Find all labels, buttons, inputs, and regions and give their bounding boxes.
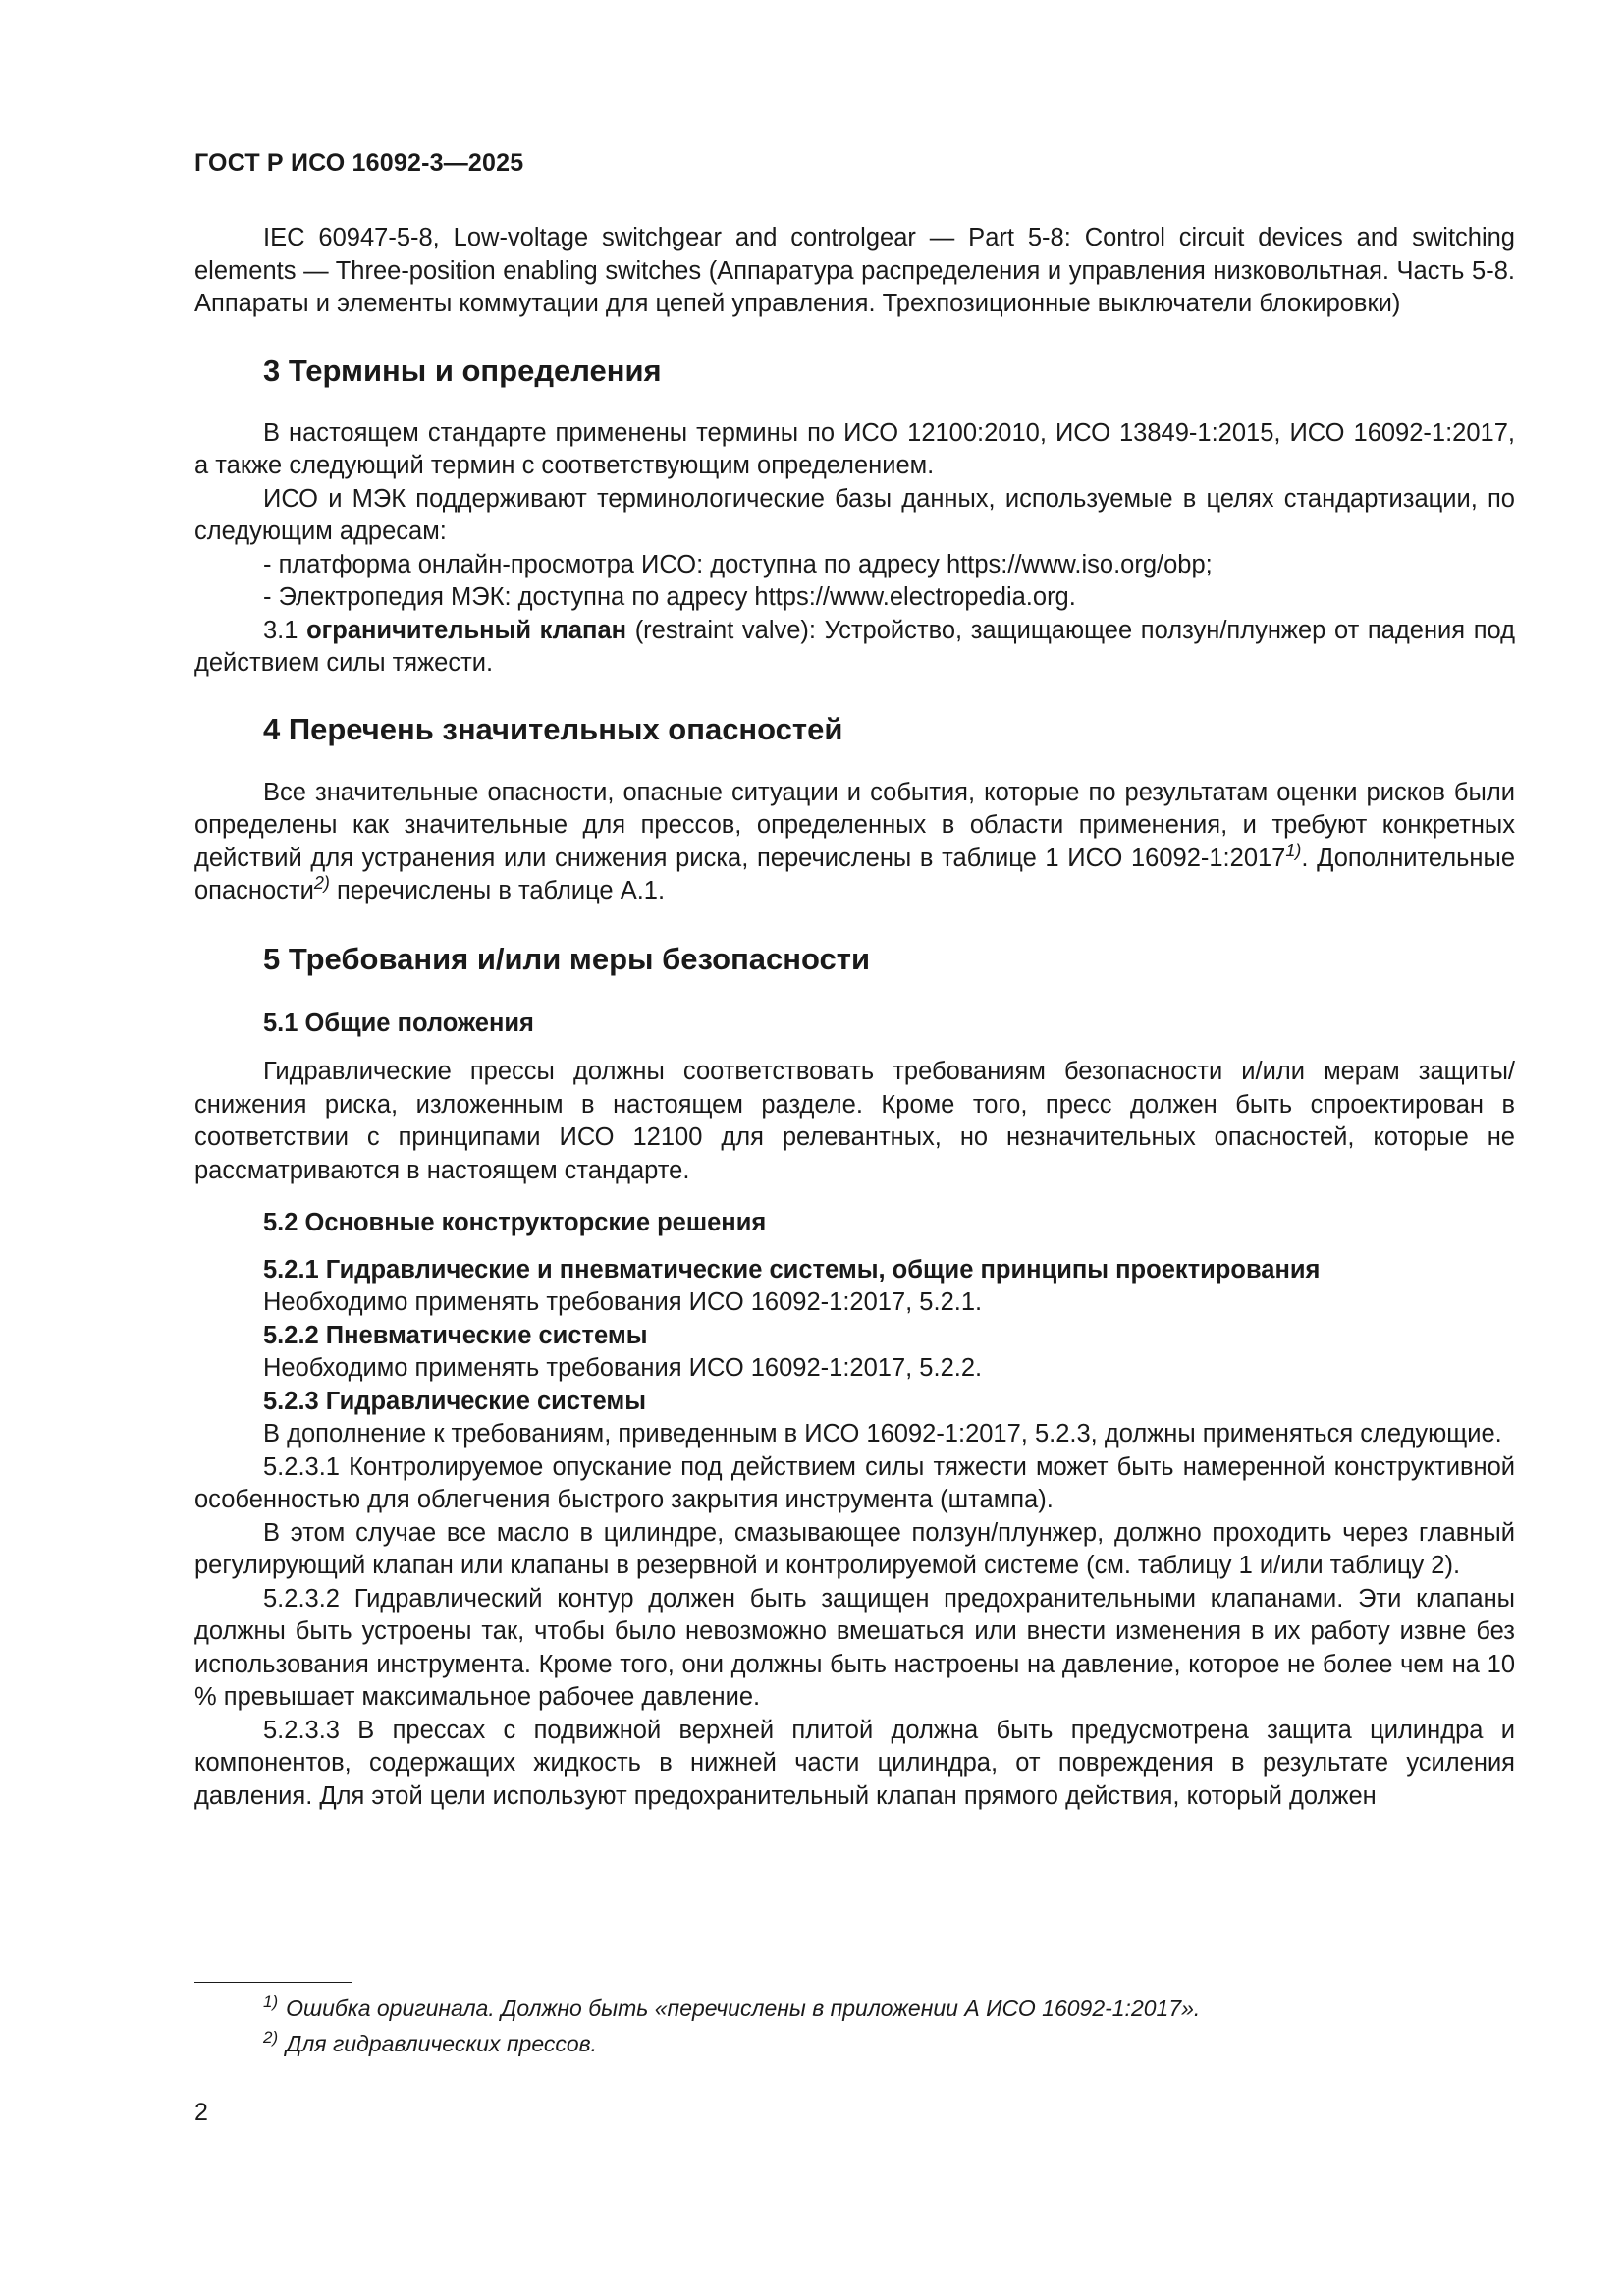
section-5-1-title: 5.1 Общие положения	[263, 1009, 534, 1037]
list-item-electropedia: - Электропедия МЭК: доступна по адресу https://www.electropedia.org.	[263, 583, 1076, 611]
footnotes	[263, 1991, 1515, 2061]
term-number: 3.1	[263, 616, 298, 644]
section-5-2-1-title: 5.2.1 Гидравлические и пневматические системы, общие принципы проектирования	[263, 1255, 1321, 1284]
footnote-1-text: Ошибка оригинала. Должно быть «перечислены в приложении А ИСО 16092-1:2017».	[286, 1995, 1201, 2021]
section-5-2-title: 5.2 Основные конструкторские решения	[263, 1209, 767, 1236]
reference-iec-60947-5-8: IEC 60947-5-8, Low-voltage switchgear and controlgear — Part 5-8: Control circuit devices and switching elements — Three-position enabling switches (Аппаратура распределения и управления низковольтная. Часть 5-8. Аппараты и элементы коммутации для цепей управления. Трехпозиционные выключатели блокировки)	[194, 224, 1515, 317]
footnote-1	[263, 1991, 1515, 2026]
section-4-title: 4 Перечень значительных опасностей	[263, 711, 843, 746]
list-item-iso-obp: - платформа онлайн-просмотра ИСО: доступна по адресу https://www.iso.org/obp;	[263, 550, 1213, 578]
clause-5-2-3-3: 5.2.3.3 В прессах с подвижной верхней плитой должна быть предусмотрена защита цилиндра и компонентов, содержащих жидкость в нижней части цилиндра, от повреждения в результате усиления давления. Для этой цели используют предохранительный клапан прямого действия, который должен	[194, 1716, 1515, 1810]
footnote-2	[263, 2026, 1515, 2061]
footnote-separator	[194, 1982, 352, 1983]
section-5-title: 5 Требования и/или меры безопасности	[263, 941, 871, 976]
footnote-ref-2: 2)	[313, 873, 330, 893]
section-5-2-1-paragraph: Необходимо применять требования ИСО 16092-1:2017, 5.2.1.	[263, 1288, 983, 1316]
main-content	[194, 222, 1515, 1813]
section-3-paragraph-2: ИСО и МЭК поддерживают терминологические базы данных, используемые в целях стандартизации, по следующим адресам:	[194, 484, 1515, 545]
section-5-2-3-paragraph: В дополнение к требованиям, приведенным в ИСО 16092-1:2017, 5.2.3, должны применяться следующие.	[263, 1420, 1502, 1448]
section-4-paragraph	[194, 777, 1515, 908]
term-name: ограничительный клапан	[306, 616, 627, 644]
section-3-title: 3 Термины и определения	[263, 353, 662, 388]
section-3-paragraph-1: В настоящем стандарте применены термины по ИСО 12100:2010, ИСО 13849-1:2015, ИСО 16092-1:2017, а также следующий термин с соответствующим определением.	[194, 418, 1515, 479]
running-header: ГОСТ Р ИСО 16092-3—2025	[194, 149, 524, 177]
section-5-2-2-paragraph: Необходимо применять требования ИСО 16092-1:2017, 5.2.2.	[263, 1354, 983, 1382]
section-4-text-a: Все значительные опасности, опасные ситуации и события, которые по результатам оценки рисков были определены как значительные для прессов, определенных в области применения, и требуют конкретных действий для устранения или снижения риска, перечислены в таблице 1 ИСО 16092-1:2017	[194, 778, 1515, 872]
footnote-ref-1: 1)	[1285, 840, 1302, 860]
section-5-1-paragraph: Гидравлические прессы должны соответствовать требованиям безопасности и/или мерам защиты/снижения риска, изложенным в настоящем разделе. Кроме того, пресс должен быть спроектирован в соответствии с принципами ИСО 12100 для релевантных, но незначительных опасностей, которые не рассматриваются в настоящем стандарте.	[194, 1058, 1515, 1184]
clause-5-2-3-2: 5.2.3.2 Гидравлический контур должен быть защищен предохранительными клапанами. Эти клапаны должны быть устроены так, чтобы было невозможно вмешаться или внести изменения в их работу извне без использования инструмента. Кроме того, они должны быть настроены на давление, которое не более чем на 10 % превышает максимальное рабочее давление.	[194, 1584, 1515, 1711]
clause-5-2-3-1: 5.2.3.1 Контролируемое опускание под действием силы тяжести может быть намеренной конструктивной особенностью для облегчения быстрого закрытия инструмента (штампа).	[194, 1452, 1515, 1513]
clause-5-2-3-1-continued: В этом случае все масло в цилиндре, смазывающее ползун/плунжер, должно проходить через главный регулирующий клапан или клапаны в резервной и контролируемой системе (см. таблицу 1 и/или таблицу 2).	[194, 1518, 1515, 1579]
section-5-2-2-title: 5.2.2 Пневматические системы	[263, 1321, 648, 1349]
section-5-2-3-title: 5.2.3 Гидравлические системы	[263, 1387, 647, 1415]
footnote-2-text: Для гидравлических прессов.	[286, 2031, 598, 2056]
footnote-1-mark: 1)	[263, 1993, 279, 2011]
page-number: 2	[194, 2099, 208, 2126]
section-4-text-b: . Дополнительные опасности	[194, 844, 1516, 904]
term-definition: (restraint valve): Устройство, защищающее ползун/плунжер от падения под действием силы тяжести.	[194, 616, 1515, 677]
footnote-2-mark: 2)	[263, 2028, 279, 2047]
term-3-1	[194, 615, 1515, 681]
section-4-text-c: перечислены в таблице А.1.	[329, 877, 666, 904]
